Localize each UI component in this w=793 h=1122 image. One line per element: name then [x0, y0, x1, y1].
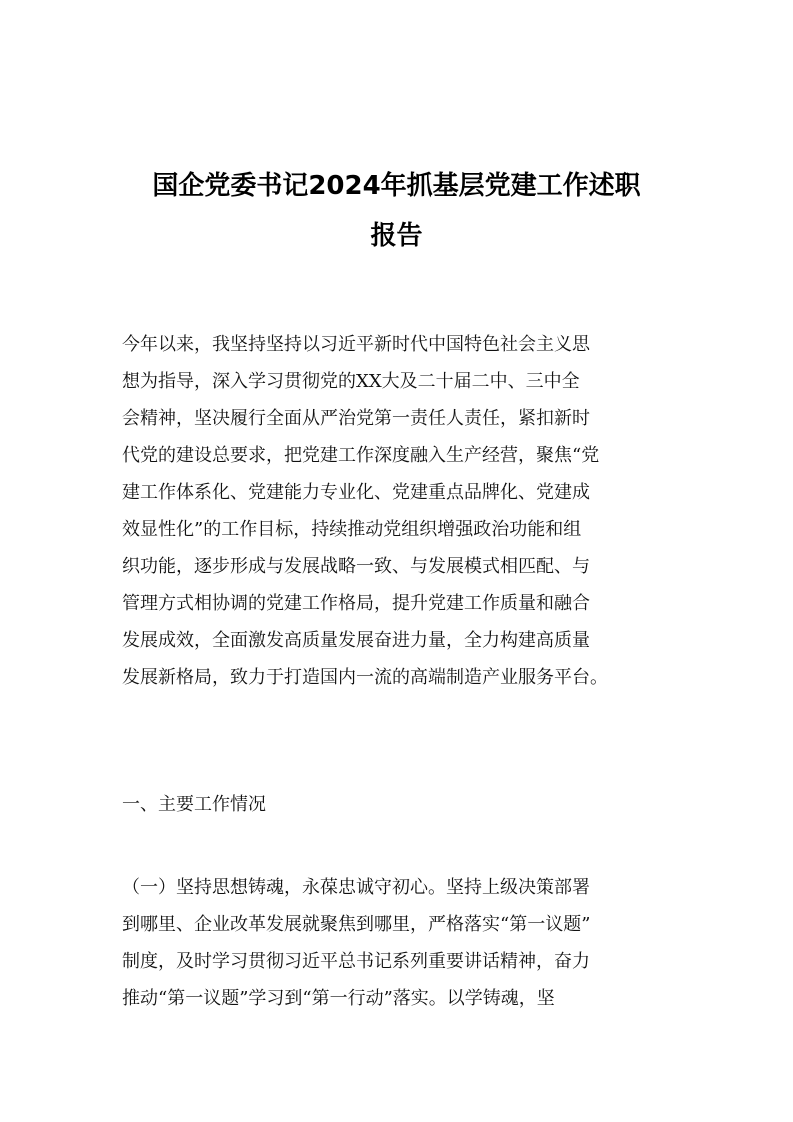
- paragraph-line: 发展成效，全面激发高质量发展奋进力量，全力构建高质量: [122, 630, 590, 651]
- paragraph-line: 会精神，坚决履行全面从严治党第一责任人责任，紧扣新时: [122, 408, 590, 429]
- document-title-line-2: 报告: [370, 221, 423, 251]
- paragraph-line: 想为指导，深入学习贯彻党的XX大及二十届二中、三中全: [122, 371, 580, 392]
- paragraph-line: 效显性化”的工作目标，持续推动党组织增强政治功能和组: [122, 519, 582, 540]
- paragraph-line: 推动“第一议题”学习到“第一行动”落实。以学铸魂，坚: [122, 988, 555, 1009]
- paragraph-line: （一）坚持思想铸魂，永葆忠诚守初心。坚持上级决策部署: [122, 877, 590, 898]
- paragraph-line: 到哪里、企业改革发展就聚焦到哪里，严格落实“第一议题”: [122, 914, 591, 935]
- paragraph-line: 发展新格局，致力于打造国内一流的高端制造产业服务平台。: [122, 667, 608, 688]
- paragraph-line: 建工作体系化、党建能力专业化、党建重点品牌化、党建成: [122, 482, 590, 503]
- document-title-line-1: 国企党委书记2024年抓基层党建工作述职: [152, 171, 641, 201]
- paragraph-line: 管理方式相协调的党建工作格局，提升党建工作质量和融合: [122, 593, 590, 614]
- paragraph-line: 织功能，逐步形成与发展战略一致、与发展模式相匹配、与: [122, 556, 590, 577]
- section-heading-text: 一、主要工作情况: [122, 794, 266, 815]
- paragraph-line: 今年以来，我坚持坚持以习近平新时代中国特色社会主义思: [122, 334, 590, 355]
- paragraph-line: 制度，及时学习贯彻习近平总书记系列重要讲话精神，奋力: [122, 951, 590, 972]
- paragraph-line: 代党的建设总要求，把党建工作深度融入生产经营，聚焦“党: [122, 445, 600, 466]
